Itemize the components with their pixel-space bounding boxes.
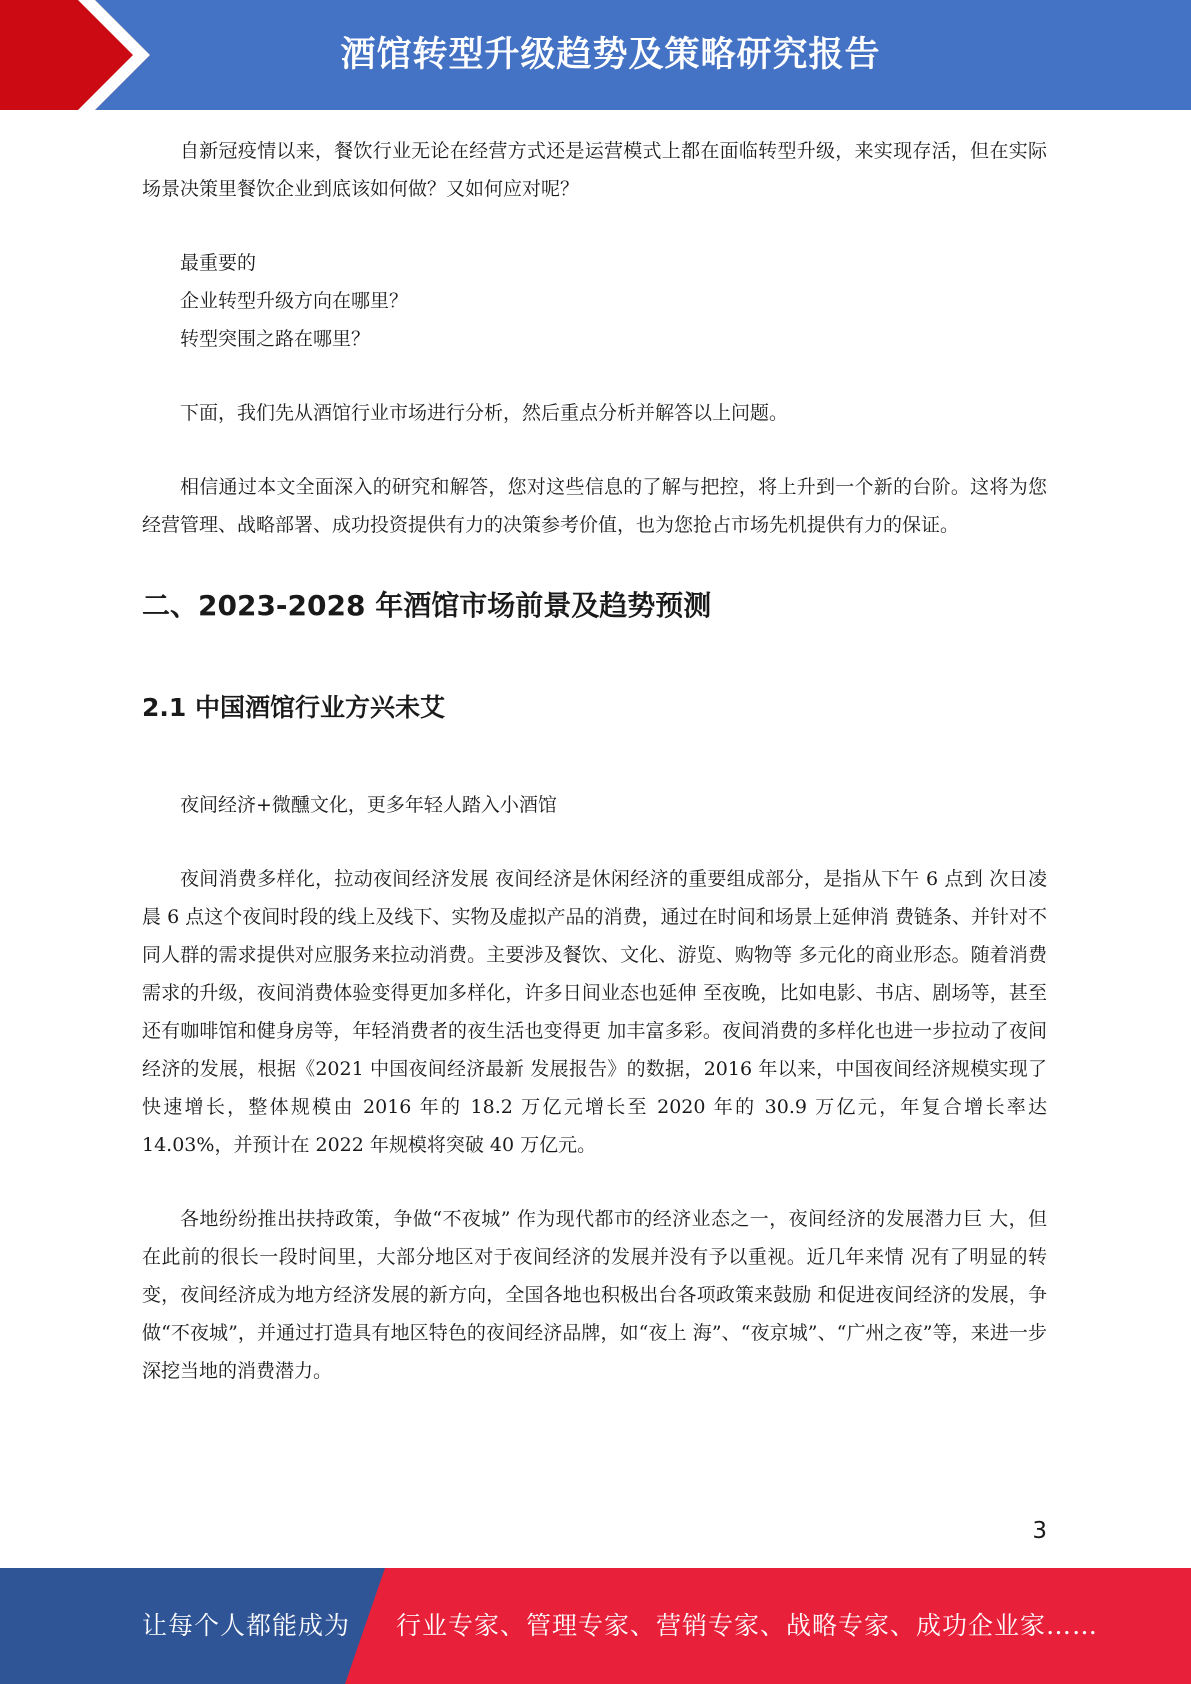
- page-footer: [0, 1568, 1191, 1684]
- section-paragraph-3: 各地纷纷推出扶持政策，争做“不夜城” 作为现代都市的经济业态之一，夜间经济的发展潜力巨 大，但在此前的很长一段时间里，大部分地区对于夜间经济的发展并没有予以重视。近几年来情 况有了明显的转变，夜间经济成为地方经济发展的新方向，全国各地也积极出台各项政策来鼓励 和促进夜间经济的发展，争做“不夜城”，并通过打造具有地区特色的夜间经济品牌，如“夜上 海”、“夜京城”、“广州之夜”等，来进一步深挖当地的消费潜力。: [142, 1208, 1047, 1382]
- report-title: 酒馆转型升级趋势及策略研究报告: [340, 35, 881, 75]
- footer-slogan-right: 行业专家、管理专家、营销专家、战略专家、成功企业家……: [396, 1611, 1099, 1640]
- subsection-heading: 2.1 中国酒馆行业方兴未艾: [142, 693, 445, 722]
- intro-list-item-3: 转型突围之路在哪里？: [180, 328, 371, 350]
- document-body: [142, 132, 1047, 1390]
- intro-paragraph-1: 自新冠疫情以来，餐饮行业无论在经营方式还是运营模式上都在面临转型升级，来实现存活，但在实际场景决策里餐饮企业到底该如何做？又如何应对呢？: [142, 140, 1047, 200]
- page-number: 3: [1032, 1518, 1047, 1544]
- intro-paragraph-3: 相信通过本文全面深入的研究和解答，您对这些信息的了解与把控，将上升到一个新的台阶。这将为您经营管理、战略部署、成功投资提供有力的决策参考价值，也为您抢占市场先机提供有力的保证。: [142, 476, 1047, 536]
- header-chevron-shape: [0, 0, 160, 110]
- intro-list-item-2: 企业转型升级方向在哪里？: [180, 290, 409, 312]
- section-paragraph-1: 夜间经济+微醺文化，更多年轻人踏入小酒馆: [180, 794, 557, 816]
- intro-list-item-1: 最重要的: [180, 252, 257, 274]
- footer-slogan-left: 让每个人都能成为: [142, 1611, 351, 1640]
- intro-paragraph-2: 下面，我们先从酒馆行业市场进行分析，然后重点分析并解答以上问题。: [180, 402, 789, 424]
- page-header: [0, 0, 1191, 110]
- section-heading: 二、2023-2028 年酒馆市场前景及趋势预测: [142, 589, 712, 622]
- section-paragraph-2: 夜间消费多样化，拉动夜间经济发展 夜间经济是休闲经济的重要组成部分，是指从下午 6 点到 次日凌晨 6 点这个夜间时段的线上及线下、实物及虚拟产品的消费，通过在时间和场景上延伸消 费链条、并针对不同人群的需求提供对应服务来拉动消费。主要涉及餐饮、文化、游览、购物等 多元化的商业形态。随着消费需求的升级，夜间消费体验变得更加多样化，许多日间业态也延伸 至夜晚，比如电影、书店、剧场等，甚至还有咖啡馆和健身房等，年轻消费者的夜生活也变得更 加丰富多彩。夜间消费的多样化也进一步拉动了夜间经济的发展，根据《2021 中国夜间经济最新 发展报告》的数据，2016 年以来，中国夜间经济规模实现了快速增长，整体规模由 2016 年的 18.2 万亿元增长至 2020 年的 30.9 万亿元，年复合增长率达 14.03%，并预计在 2022 年规模将突破 40 万亿元。: [142, 868, 1047, 1156]
